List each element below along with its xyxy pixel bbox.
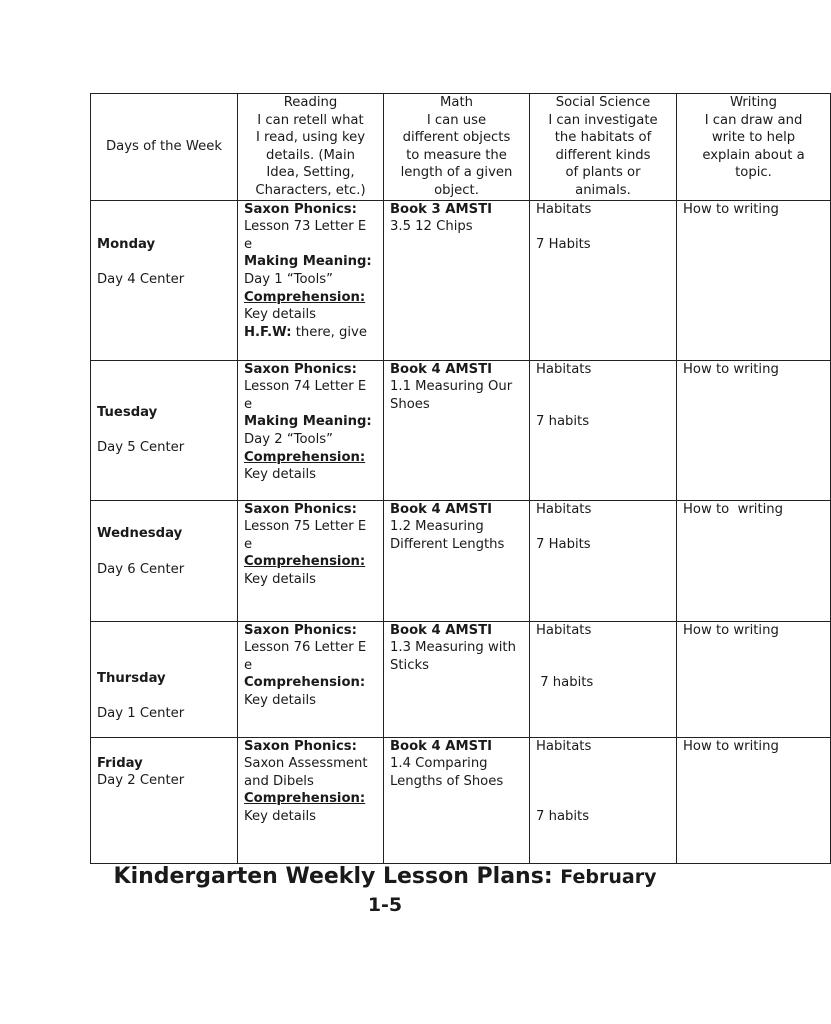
phonics-lesson: Lesson 73 Letter E e (244, 219, 371, 252)
math-cell (384, 200, 530, 360)
phonics-label: Saxon Phonics: (244, 361, 357, 377)
center-label: Day 1 Center (97, 706, 185, 722)
social-topic: Habitats (536, 501, 592, 517)
math-cell (384, 500, 530, 621)
social-habits: 7 Habits (536, 236, 591, 252)
meaning-label: Making Meaning: (244, 254, 372, 270)
header-social-line: I can investigate (548, 112, 658, 128)
reading-cell (238, 500, 384, 621)
hfw-words: there, give (291, 324, 367, 340)
math-lesson: 1.2 Measuring Different Lengths (390, 519, 505, 552)
phonics-lesson: Lesson 75 Letter E e (244, 519, 371, 552)
header-reading-line: I can retell what (257, 112, 364, 128)
social-cell (530, 621, 677, 737)
comprehension-label: Comprehension: (244, 791, 366, 807)
math-lesson: 1.1 Measuring Our Shoes (390, 379, 517, 412)
center-label: Day 5 Center (97, 439, 185, 455)
math-cell (384, 360, 530, 500)
header-writing-line: I can draw and (704, 112, 803, 128)
header-math-line: object. (434, 182, 479, 198)
math-book: Book 4 AMSTI (390, 501, 493, 517)
title-dates: 1-5 (367, 894, 403, 916)
header-social-title: Social Science (555, 95, 651, 110)
writing-topic: How to writing (683, 501, 784, 517)
social-cell (530, 200, 677, 360)
comprehension-value: Key details (244, 467, 317, 483)
reading-cell (238, 621, 384, 737)
social-topic: Habitats (536, 622, 592, 638)
hfw-label: H.F.W: (244, 324, 292, 340)
writing-cell (677, 621, 831, 737)
phonics-label: Saxon Phonics: (244, 501, 357, 517)
lesson-plan-table (90, 93, 831, 864)
day-cell (91, 621, 238, 737)
comprehension-label: Comprehension: (244, 289, 366, 305)
header-reading-line: Characters, etc.) (255, 182, 366, 198)
writing-topic: How to writing (683, 361, 779, 377)
center-label: Day 4 Center (97, 272, 185, 288)
math-book: Book 4 AMSTI (390, 622, 493, 638)
header-math-line: I can use (426, 112, 487, 128)
meaning-label: Making Meaning: (244, 414, 372, 430)
social-cell (530, 500, 677, 621)
header-reading-line: I read, using key (255, 130, 366, 146)
writing-topic: How to writing (683, 622, 779, 638)
header-social-line: different kinds (555, 147, 651, 163)
writing-cell (677, 737, 831, 863)
meaning-lesson: Day 2 “Tools” (244, 431, 333, 447)
header-math (384, 94, 530, 201)
writing-cell (677, 360, 831, 500)
day-name: Friday (97, 755, 143, 771)
comprehension-label: Comprehension: (244, 554, 366, 570)
social-topic: Habitats (536, 361, 592, 377)
table-row (91, 737, 831, 863)
comprehension-value: Key details (244, 692, 317, 708)
page-title (90, 863, 680, 919)
header-math-line: to measure the (406, 147, 507, 163)
comprehension-value: Key details (244, 808, 317, 824)
writing-cell (677, 200, 831, 360)
writing-topic: How to writing (683, 738, 779, 754)
day-name: Tuesday (97, 404, 158, 420)
social-habits: 7 habits (536, 414, 590, 430)
header-row (91, 94, 831, 201)
social-cell (530, 360, 677, 500)
comprehension-value: Key details (244, 307, 317, 323)
math-lesson: 1.4 Comparing Lengths of Shoes (390, 756, 504, 789)
header-social-line: the habitats of (554, 130, 652, 146)
meaning-lesson: Day 1 “Tools” (244, 271, 333, 287)
math-cell (384, 621, 530, 737)
header-reading-line: Idea, Setting, (266, 165, 355, 181)
center-label: Day 2 Center (97, 773, 185, 789)
title-month: February (560, 866, 657, 888)
header-writing-line: write to help (711, 130, 796, 146)
math-lesson: 1.3 Measuring with Sticks (390, 640, 521, 673)
writing-topic: How to writing (683, 201, 779, 217)
writing-cell (677, 500, 831, 621)
phonics-lesson: Saxon Assessment and Dibels (244, 756, 372, 789)
math-book: Book 3 AMSTI (390, 201, 493, 217)
math-book: Book 4 AMSTI (390, 738, 493, 754)
social-habits: 7 habits (536, 808, 590, 824)
header-math-line: different objects (402, 130, 511, 146)
table-row (91, 360, 831, 500)
header-reading-line: details. (Main (266, 147, 355, 163)
phonics-lesson: Lesson 76 Letter E e (244, 640, 371, 673)
day-cell (91, 200, 238, 360)
header-math-title: Math (440, 95, 473, 110)
social-topic: Habitats (536, 738, 592, 754)
header-days (91, 94, 238, 201)
table-row (91, 500, 831, 621)
phonics-label: Saxon Phonics: (244, 738, 357, 754)
day-cell (91, 500, 238, 621)
title-main: Kindergarten Weekly Lesson Plans: (113, 864, 553, 889)
header-social-line: animals. (575, 182, 631, 198)
header-writing-title: Writing (729, 95, 778, 110)
day-cell (91, 360, 238, 500)
header-writing (677, 94, 831, 201)
header-reading-title: Reading (283, 95, 338, 110)
table-row (91, 621, 831, 737)
comprehension-label: Comprehension: (244, 675, 366, 691)
social-habits: 7 Habits (536, 536, 591, 552)
header-writing-line: explain about a (702, 147, 805, 163)
center-label: Day 6 Center (97, 561, 185, 577)
social-topic: Habitats (536, 201, 592, 217)
header-reading (238, 94, 384, 201)
header-social-science (530, 94, 677, 201)
header-math-line: length of a given (400, 165, 513, 181)
reading-cell (238, 200, 384, 360)
phonics-label: Saxon Phonics: (244, 622, 357, 638)
math-lesson: 3.5 12 Chips (390, 219, 473, 235)
comprehension-label: Comprehension: (244, 449, 366, 465)
comprehension-value: Key details (244, 571, 317, 587)
math-book: Book 4 AMSTI (390, 361, 493, 377)
header-writing-line: topic. (735, 165, 772, 181)
header-days-label: Days of the Week (106, 138, 222, 154)
reading-cell (238, 737, 384, 863)
social-cell (530, 737, 677, 863)
phonics-label: Saxon Phonics: (244, 201, 357, 217)
header-social-line: of plants or (565, 165, 641, 181)
day-name: Thursday (97, 671, 166, 687)
social-habits: 7 habits (536, 675, 594, 691)
day-cell (91, 737, 238, 863)
day-name: Wednesday (97, 526, 183, 542)
table-row (91, 200, 831, 360)
reading-cell (238, 360, 384, 500)
math-cell (384, 737, 530, 863)
day-name: Monday (97, 237, 156, 253)
phonics-lesson: Lesson 74 Letter E e (244, 379, 371, 412)
